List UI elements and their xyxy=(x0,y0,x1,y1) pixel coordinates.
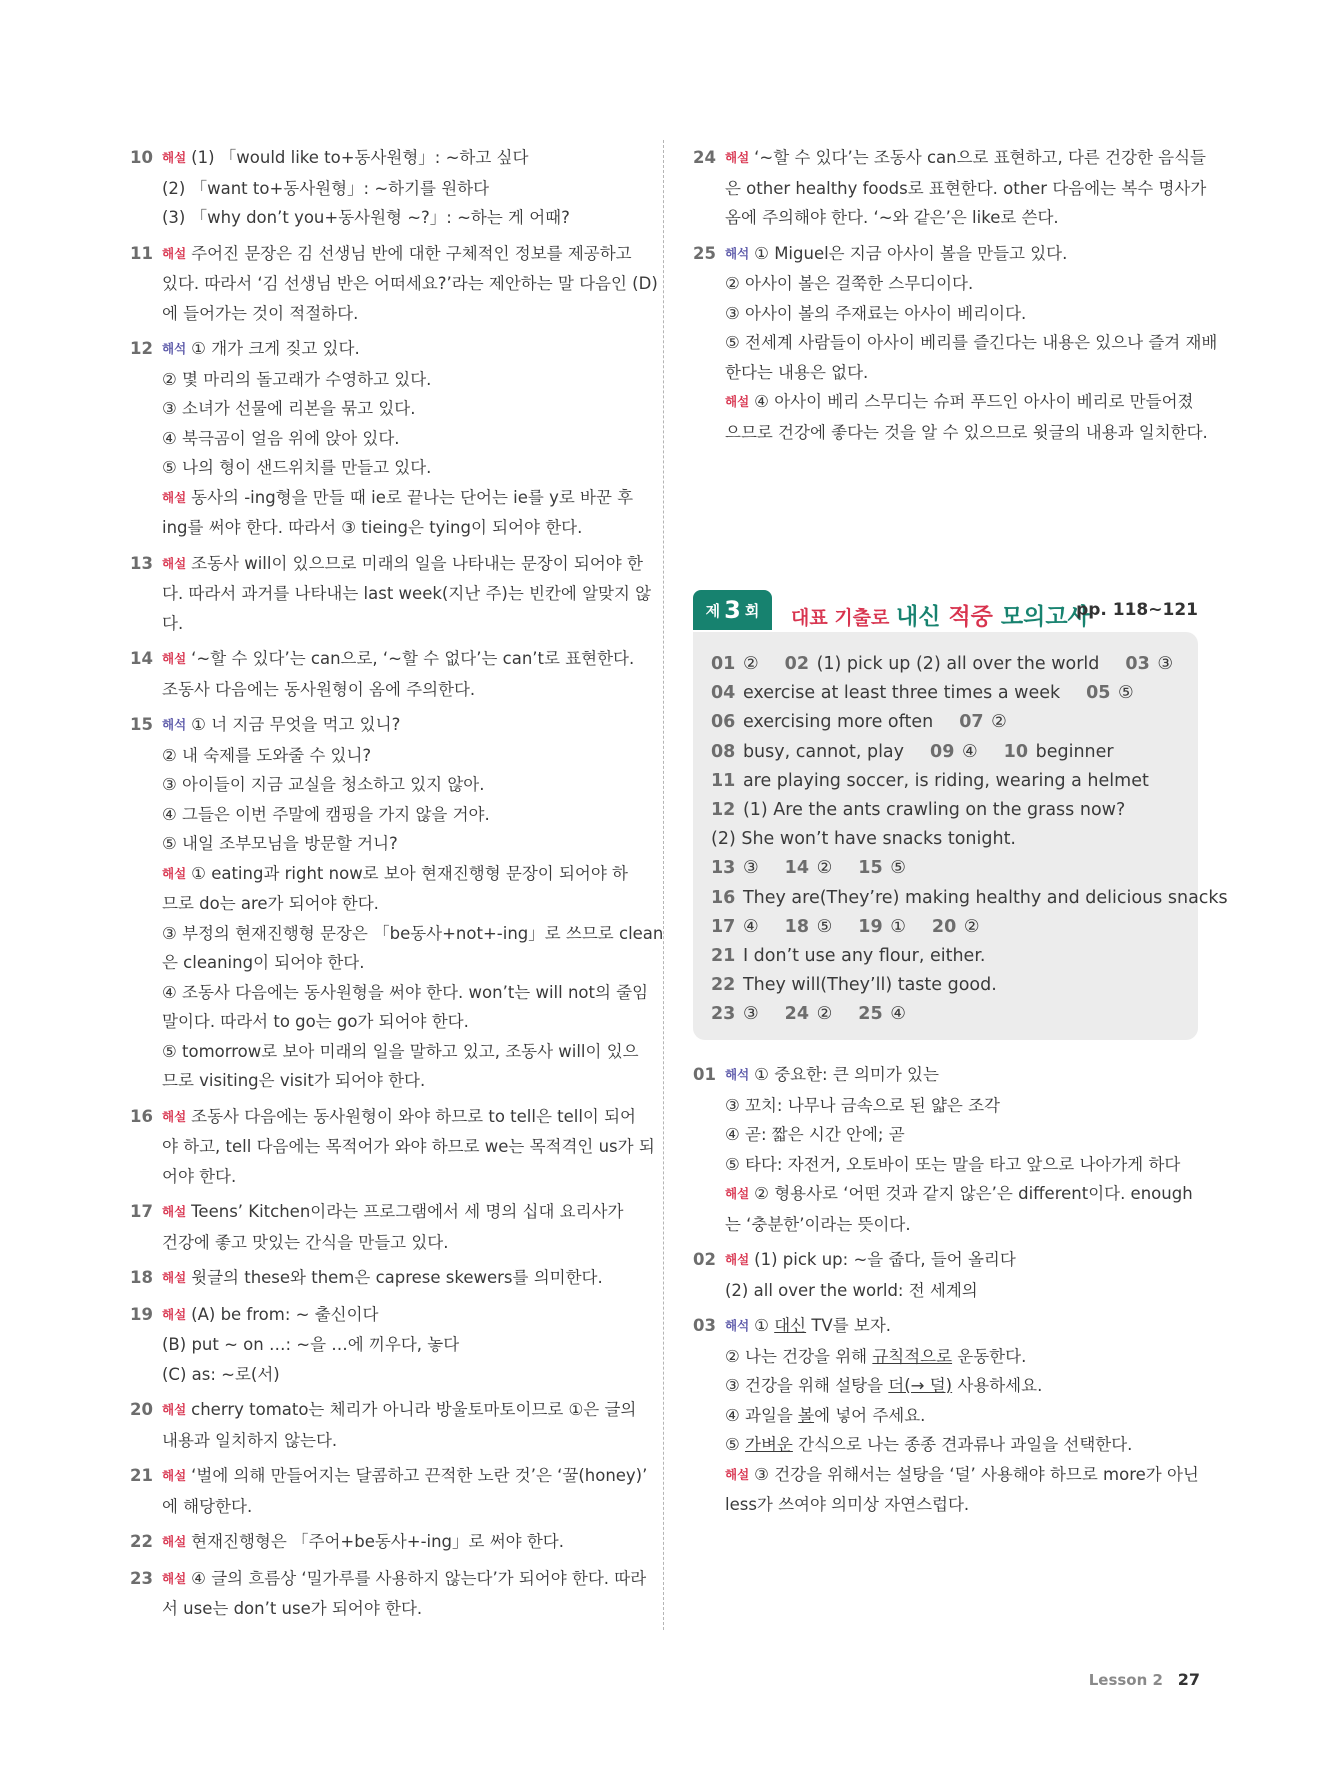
item-line xyxy=(162,513,635,543)
item-line xyxy=(162,919,664,949)
item-line xyxy=(162,644,635,675)
line-text: (A) be from: ~ 출신이다 xyxy=(191,1304,379,1324)
answer-number: 23 xyxy=(711,1004,736,1025)
item-line xyxy=(725,358,1198,388)
item-line xyxy=(162,1300,635,1331)
answer-row xyxy=(711,650,1180,679)
item-line xyxy=(162,1132,655,1162)
answer-text: (1) Are the ants crawling on the grass now? xyxy=(742,800,1126,821)
answer-row xyxy=(711,1000,1180,1029)
item-number: 19 xyxy=(130,1304,153,1324)
exam-title-part-c: 적중 xyxy=(948,604,1001,630)
answer-text: ③ xyxy=(742,858,759,879)
answer-row xyxy=(711,679,1180,708)
line-text: (3) 「why don’t you+동사원형 ~?」: ~하는 게 어때? xyxy=(162,208,570,227)
item-line xyxy=(162,800,635,830)
item-line xyxy=(162,1461,648,1492)
line-text: 주어진 문장은 김 선생님 반에 대한 구체적인 정보를 제공하고 xyxy=(191,243,632,263)
line-text: ③ 아사이 볼의 주재료는 아사이 베리이다. xyxy=(725,303,1027,323)
line-text: 은 other healthy foods로 표현한다. other 다음에는 복수 명사가 xyxy=(725,178,1207,198)
answer-text: ⑤ xyxy=(890,858,906,879)
item-line xyxy=(162,549,643,580)
line-text: ④ 글의 흐름상 ‘밀가루를 사용하지 않는다’가 되어야 한다. 따라 xyxy=(191,1568,647,1588)
answer-text: ③ xyxy=(1157,654,1174,674)
item-line xyxy=(725,239,1198,270)
item-line xyxy=(725,1311,1198,1342)
answer-number: 02 xyxy=(784,654,809,674)
item-line: ⑤ 타다: 자전거, 오토바이 또는 말을 타고 앞으로 나아가게 하다 xyxy=(725,1154,1181,1174)
item-number: 14 xyxy=(130,649,153,668)
answer-row xyxy=(711,854,1180,883)
line-text: ⑤ 내일 조부모님을 방문할 거니? xyxy=(162,834,398,853)
line-text: 간식으로 나는 종종 견과류나 과일을 선택한다. xyxy=(792,1435,1133,1454)
answer-text: ⑤ xyxy=(1118,683,1134,704)
explanation-item xyxy=(130,1102,655,1192)
exam-title-part-a: 대표 기출로 xyxy=(791,607,896,629)
line-text: 서 use는 don’t use가 되어야 한다. xyxy=(162,1599,423,1618)
exam-badge-prefix: 제 xyxy=(705,601,721,620)
exam-header xyxy=(693,590,1198,630)
haeseol-tag: 해설 xyxy=(162,1534,187,1549)
line-text: ② 내 숙제를 도와줄 수 있니? xyxy=(162,745,372,765)
item-number: 17 xyxy=(130,1202,153,1221)
haeseol-tag: 해설 xyxy=(162,1108,187,1124)
line-text: 말이다. 따라서 to go는 go가 되어야 한다. xyxy=(162,1012,469,1031)
line-text: 야 하고, tell 다음에는 목적어가 와야 하므로 we는 목적격인 us가 되 xyxy=(162,1137,655,1156)
line-text: 다. 따라서 과거를 나타내는 last week(지난 주)는 빈칸에 알맞지 않 xyxy=(162,584,652,603)
answer-text: ② xyxy=(816,1004,833,1025)
answer-text: ⑤ xyxy=(816,916,833,937)
haeseol-tag: 해설 xyxy=(725,394,750,409)
exam-badge-number: 3 xyxy=(724,596,741,624)
explanation-item xyxy=(130,239,658,329)
line-text: ① 너 지금 무엇을 먹고 있니? xyxy=(191,715,401,734)
exam-badge-suffix: 회 xyxy=(744,601,760,620)
explanation-item xyxy=(130,644,635,704)
underlined-word: 더(→ 덜) xyxy=(888,1376,953,1395)
explanation-item xyxy=(130,1263,635,1294)
answer-number: 04 xyxy=(711,683,736,704)
answer-text: They will(They’ll) taste good. xyxy=(742,975,997,996)
line-text: 므로 visiting은 visit가 되어야 한다. xyxy=(162,1071,426,1090)
exam-pages: pp. 118~121 xyxy=(1076,600,1198,620)
answer-number: 21 xyxy=(711,946,736,967)
item-line xyxy=(162,1162,635,1192)
line-text: 내용과 일치하지 않는다. xyxy=(162,1430,338,1450)
line-text: 은 cleaning이 되어야 한다. xyxy=(162,953,365,972)
line-text: 한다는 내용은 없다. xyxy=(725,362,869,382)
line-text: 에 들어가는 것이 적절하다. xyxy=(162,303,359,323)
answer-number: 14 xyxy=(784,858,809,879)
line-text: 조동사 will이 있으므로 미래의 일을 나타내는 문장이 되어야 한 xyxy=(191,553,643,573)
answer-row xyxy=(711,796,1180,825)
item-number: 15 xyxy=(130,715,153,734)
answer-text: ③ xyxy=(742,1004,759,1025)
exam-title-part-d: 모의고사 xyxy=(1000,604,1090,630)
lesson-label: Lesson 2 xyxy=(1088,1671,1163,1689)
line-text: ③ 건강을 위해서는 설탕을 ‘덜’ 사용해야 하므로 more가 아닌 xyxy=(754,1464,1199,1484)
explanation-item xyxy=(130,1395,635,1455)
answer-text: beginner xyxy=(1035,741,1114,762)
answer-number: 18 xyxy=(784,916,809,937)
explanation-item xyxy=(130,334,635,543)
haeseol-tag: 해설 xyxy=(725,150,750,165)
answer-text: ① xyxy=(890,916,906,937)
line-text: ③ 아이들이 지금 교실을 청소하고 있지 않아. xyxy=(162,775,485,794)
answer-number: 11 xyxy=(711,770,736,791)
haeseol-tag: 해설 xyxy=(162,555,187,571)
item-line xyxy=(162,365,635,395)
item-number: 21 xyxy=(130,1466,153,1485)
item-line xyxy=(162,1102,635,1133)
answer-text: ② xyxy=(816,858,833,879)
haeseol-tag: 해설 xyxy=(162,1270,187,1285)
line-text: ④ 북극곰이 얼음 위에 앉아 있다. xyxy=(162,428,400,448)
item-line xyxy=(725,1060,1198,1091)
item-line xyxy=(162,1197,635,1228)
line-text: ‘~할 수 있다’는 can으로, ‘~할 수 없다’는 can’t로 표현한다. xyxy=(191,649,635,668)
item-line xyxy=(162,1228,635,1258)
answer-number: 17 xyxy=(711,916,736,937)
item-line: less가 쓰여야 의미상 자연스럽다. xyxy=(725,1495,970,1514)
line-text: (1) pick up: ~을 줍다, 들어 올리다 xyxy=(754,1250,1016,1269)
answer-text: busy, cannot, play xyxy=(742,741,905,762)
explanation-item xyxy=(130,1197,635,1257)
answer-number: 15 xyxy=(858,858,883,879)
answer-number: 13 xyxy=(711,858,736,879)
line-text: ② 아사이 볼은 걸쭉한 스무디이다. xyxy=(725,274,974,293)
answer-number: 16 xyxy=(711,887,736,908)
answer-text: are playing soccer, is riding, wearing a helmet xyxy=(742,770,1149,791)
answer-number: 08 xyxy=(711,741,736,762)
haeseok-tag: 해석 xyxy=(725,1318,750,1333)
item-number: 02 xyxy=(693,1250,716,1269)
item-line xyxy=(162,978,649,1008)
haeseol-tag: 해설 xyxy=(725,1466,750,1482)
item-number: 16 xyxy=(130,1106,153,1126)
answer-text: ② xyxy=(742,654,759,674)
underlined-word: 볼 xyxy=(798,1405,815,1425)
line-text: 조동사 다음에는 동사원형이 옴에 주의한다. xyxy=(162,679,476,699)
item-line xyxy=(162,1564,647,1595)
answer-row xyxy=(711,767,1180,796)
line-text: 사용하세요. xyxy=(952,1376,1043,1395)
item-line xyxy=(725,1371,1198,1401)
exam-badge xyxy=(693,590,772,630)
item-line xyxy=(162,609,635,639)
line-text: TV를 보자. xyxy=(806,1316,892,1335)
item-line xyxy=(162,1395,635,1426)
page-footer xyxy=(1089,1670,1200,1689)
item-number: 23 xyxy=(130,1568,153,1588)
item-line: ③ 꼬치: 나무나 금속으로 된 얇은 조각 xyxy=(725,1095,1000,1115)
item-line xyxy=(162,1037,639,1067)
item-line xyxy=(725,387,1198,418)
underlined-word: 대신 xyxy=(774,1316,807,1335)
answer-text: ④ xyxy=(742,916,759,937)
item-number: 03 xyxy=(693,1316,716,1335)
item-line xyxy=(162,741,635,771)
line-text: ② 형용사로 ‘어떤 것과 같지 않은’은 different이다. enough xyxy=(754,1184,1193,1203)
answer-text: ② xyxy=(991,712,1007,733)
haeseol-tag: 해설 xyxy=(162,489,187,505)
haeseol-tag: 해설 xyxy=(162,1306,187,1322)
explanation-item xyxy=(130,1527,635,1558)
item-line xyxy=(725,418,1208,448)
line-text: 있다. 따라서 ‘김 선생님 반은 어떠세요?’라는 제안하는 말 다음인 (D) xyxy=(162,274,658,293)
line-text: (1) 「would like to+동사원형」: ~하고 싶다 xyxy=(191,148,529,167)
item-number: 18 xyxy=(130,1268,153,1287)
answer-number: 20 xyxy=(931,916,957,937)
item-number: 20 xyxy=(130,1400,153,1419)
haeseol-tag: 해설 xyxy=(162,865,187,881)
answer-number: 22 xyxy=(711,975,736,996)
item-line xyxy=(725,1430,1198,1460)
line-text: 윗글의 these와 them은 caprese skewers를 의미한다. xyxy=(191,1268,603,1287)
item-line xyxy=(725,1342,1198,1372)
line-text: 옴에 주의해야 한다. ‘~와 같은’은 like로 쓴다. xyxy=(725,208,1059,227)
item-number: 22 xyxy=(130,1532,153,1551)
line-text: ③ 소녀가 선물에 리본을 묶고 있다. xyxy=(162,399,416,418)
line-text: (B) put ~ on …: ~을 …에 끼우다, 놓다 xyxy=(162,1335,460,1354)
item-line: ④ 곧: 짧은 시간 안에; 곧 xyxy=(725,1125,905,1144)
haeseol-tag: 해설 xyxy=(162,245,187,261)
answer-number: 09 xyxy=(930,741,955,762)
item-line xyxy=(162,1263,635,1294)
answer-number: 03 xyxy=(1125,654,1150,674)
underlined-word: 가벼운 xyxy=(745,1435,793,1454)
line-text: 므로 do는 are가 되어야 한다. xyxy=(162,894,379,913)
item-line xyxy=(162,239,635,270)
item-number: 12 xyxy=(130,339,153,358)
answer-number: 10 xyxy=(1003,741,1029,762)
line-text: ④ 과일을 xyxy=(725,1405,799,1425)
line-text: 어야 한다. xyxy=(162,1166,237,1186)
page-number: 27 xyxy=(1177,1670,1200,1689)
explanation-item xyxy=(693,1311,1198,1520)
explanation-item xyxy=(693,143,1207,233)
item-line xyxy=(162,770,635,800)
item-line xyxy=(162,1492,635,1522)
haeseol-tag: 해설 xyxy=(162,1468,187,1483)
answer-text: ② xyxy=(963,916,980,937)
answer-key-box xyxy=(693,632,1228,1040)
haeseol-tag: 해설 xyxy=(162,651,187,666)
line-text: ③ 건강을 위해 설탕을 xyxy=(725,1376,889,1395)
answer-number: 25 xyxy=(858,1004,883,1025)
item-line xyxy=(162,453,635,483)
item-line xyxy=(162,394,635,424)
item-line xyxy=(162,334,635,365)
item-line xyxy=(162,1066,635,1096)
item-line xyxy=(725,203,1198,233)
explanation-item xyxy=(693,1245,1198,1305)
item-line xyxy=(162,859,635,890)
haeseol-tag: 해설 xyxy=(725,1252,750,1267)
answer-row xyxy=(711,825,1180,854)
item-number: 11 xyxy=(130,243,153,263)
line-text: ④ 아사이 베리 스무디는 슈퍼 푸드인 아사이 베리로 만들어졌 xyxy=(754,392,1194,411)
item-line xyxy=(162,203,635,233)
haeseol-tag: 해설 xyxy=(162,150,187,165)
item-line xyxy=(162,710,635,741)
item-line xyxy=(162,948,635,978)
item-line xyxy=(162,579,652,609)
line-text: 으므로 건강에 좋다는 것을 알 수 있으므로 윗글의 내용과 일치한다. xyxy=(725,422,1208,442)
line-text: ⑤ 나의 형이 샌드위치를 만들고 있다. xyxy=(162,458,432,477)
line-text: 건강에 좋고 맛있는 간식을 만들고 있다. xyxy=(162,1232,449,1252)
line-text: ① 중요한: 큰 의미가 있는 xyxy=(754,1065,939,1084)
item-line xyxy=(725,1179,1198,1210)
line-text: ④ 그들은 이번 주말에 캠핑을 가지 않을 거야. xyxy=(162,804,490,824)
line-text: 에 해당한다. xyxy=(162,1496,253,1516)
right-column-lower xyxy=(693,1060,1198,1526)
item-number: 01 xyxy=(693,1065,716,1084)
left-column xyxy=(130,143,664,1630)
line-text: 조동사 다음에는 동사원형이 와야 하므로 to tell은 tell이 되어 xyxy=(191,1106,636,1126)
line-text: ① xyxy=(754,1316,775,1335)
line-text: 동사의 -ing형을 만들 때 ie로 끝나는 단어는 ie를 y로 바꾼 후 xyxy=(191,487,634,507)
item-line xyxy=(162,889,635,919)
item-line: (2) all over the world: 전 세계의 xyxy=(725,1280,978,1300)
item-line xyxy=(725,1460,1198,1491)
item-line xyxy=(162,424,635,454)
answer-row xyxy=(711,738,1180,767)
answer-text: (1) pick up (2) all over the world xyxy=(816,654,1100,674)
answer-row xyxy=(711,708,1180,737)
item-line xyxy=(162,675,635,705)
line-text: 현재진행형은 「주어+be동사+-ing」로 써야 한다. xyxy=(191,1532,564,1551)
line-text: ⑤ tomorrow로 보아 미래의 일을 말하고 있고, 조동사 will이 있으 xyxy=(162,1041,639,1061)
item-line xyxy=(725,174,1207,204)
item-line xyxy=(725,1245,1198,1276)
haeseok-tag: 해석 xyxy=(162,341,187,356)
line-text: ① 개가 크게 짖고 있다. xyxy=(191,339,360,358)
explanation-item xyxy=(130,1461,648,1521)
answer-number: 01 xyxy=(711,654,736,674)
answer-number: 24 xyxy=(784,1004,809,1025)
item-line xyxy=(725,143,1206,174)
answer-row xyxy=(711,913,1180,942)
answer-row xyxy=(711,942,1180,971)
answer-text: ④ xyxy=(961,741,978,762)
line-text: 운동한다. xyxy=(952,1346,1027,1366)
exam-title-part-b: 내신 xyxy=(896,604,949,630)
haeseok-tag: 해석 xyxy=(162,717,187,732)
line-text: ⑤ xyxy=(725,1435,746,1454)
haeseok-tag: 해석 xyxy=(725,1067,750,1082)
line-text: 에 넣어 주세요. xyxy=(814,1405,926,1425)
item-line xyxy=(725,299,1198,329)
haeseol-tag: 해설 xyxy=(162,1204,187,1219)
underlined-word: 규칙적으로 xyxy=(872,1346,953,1366)
haeseol-tag: 해설 xyxy=(162,1570,187,1586)
explanation-item xyxy=(130,710,664,1096)
item-line xyxy=(162,143,635,174)
explanation-item xyxy=(693,239,1218,448)
column-divider xyxy=(663,140,664,1630)
item-line xyxy=(162,1007,635,1037)
item-line xyxy=(162,174,635,204)
explanation-item xyxy=(130,143,635,233)
line-text: Teens’ Kitchen이라는 프로그램에서 세 명의 십대 요리사가 xyxy=(191,1202,624,1221)
item-line xyxy=(162,1594,635,1624)
item-number: 13 xyxy=(130,553,153,573)
item-line xyxy=(162,1426,635,1456)
answer-row xyxy=(711,971,1180,1000)
item-line xyxy=(162,1527,635,1558)
haeseol-tag: 해설 xyxy=(725,1186,750,1201)
item-line xyxy=(725,328,1218,358)
answer-text: They are(They’re) making healthy and delicious snacks xyxy=(742,887,1228,908)
answer-number: 07 xyxy=(959,712,984,733)
answer-number: 12 xyxy=(711,800,736,821)
item-number: 25 xyxy=(693,243,716,263)
answer-text: exercising more often xyxy=(742,712,934,733)
line-text: ‘벌에 의해 만들어지는 달콤하고 끈적한 노란 것’은 ‘꿀(honey)’ xyxy=(191,1466,648,1485)
line-text: ② 나는 건강을 위해 xyxy=(725,1346,873,1366)
item-line xyxy=(162,1330,635,1360)
item-line xyxy=(162,269,658,299)
line-text: (C) as: ~로(서) xyxy=(162,1364,280,1384)
right-column-top xyxy=(693,143,1218,453)
explanation-item xyxy=(693,1060,1198,1239)
answer-text: exercise at least three times a week xyxy=(742,683,1061,704)
line-text: ① Miguel은 지금 아사이 볼을 만들고 있다. xyxy=(754,243,1068,263)
answer-row xyxy=(711,884,1228,913)
answer-number: 06 xyxy=(711,712,736,733)
answer-text: I don’t use any flour, either. xyxy=(742,946,986,967)
explanation-item xyxy=(130,1300,635,1390)
line-text: 다. xyxy=(162,613,184,633)
exam-title xyxy=(791,598,1090,631)
line-text: ③ 부정의 현재진행형 문장은 「be동사+not+-ing」로 쓰므로 clean xyxy=(162,923,664,943)
item-line xyxy=(162,483,635,514)
item-line xyxy=(162,829,635,859)
line-text: (2) 「want to+동사원형」: ~하기를 원하다 xyxy=(162,178,490,198)
item-line xyxy=(725,269,1198,299)
item-number: 24 xyxy=(693,148,716,167)
item-line xyxy=(162,299,635,329)
line-text: ① eating과 right now로 보아 현재진행형 문장이 되어야 하 xyxy=(191,863,628,883)
answer-number: 19 xyxy=(858,916,883,937)
line-text: ④ 조동사 다음에는 동사원형을 써야 한다. won’t는 will not의 줄임 xyxy=(162,982,649,1002)
explanation-item xyxy=(130,549,652,639)
answer-number: 05 xyxy=(1086,683,1111,704)
haeseok-tag: 해석 xyxy=(725,245,750,261)
item-number: 10 xyxy=(130,148,153,167)
line-text: ‘~할 수 있다’는 조동사 can으로 표현하고, 다른 건강한 음식들 xyxy=(754,148,1206,167)
answer-text: (2) She won’t have snacks tonight. xyxy=(711,829,1016,850)
item-line xyxy=(725,1401,1198,1431)
item-line: 는 ‘충분한’이라는 뜻이다. xyxy=(725,1214,911,1234)
line-text: ② 몇 마리의 돌고래가 수영하고 있다. xyxy=(162,369,432,389)
line-text: ⑤ 전세계 사람들이 아사이 베리를 즐긴다는 내용은 있으나 즐겨 재배 xyxy=(725,333,1218,352)
line-text: cherry tomato는 체리가 아니라 방울토마토이므로 ①은 글의 xyxy=(191,1400,637,1419)
line-text: ing를 써야 한다. 따라서 ③ tieing은 tying이 되어야 한다. xyxy=(162,518,583,537)
explanation-item xyxy=(130,1564,647,1624)
answer-text: ④ xyxy=(890,1004,906,1025)
item-line xyxy=(162,1360,635,1390)
haeseol-tag: 해설 xyxy=(162,1402,187,1417)
